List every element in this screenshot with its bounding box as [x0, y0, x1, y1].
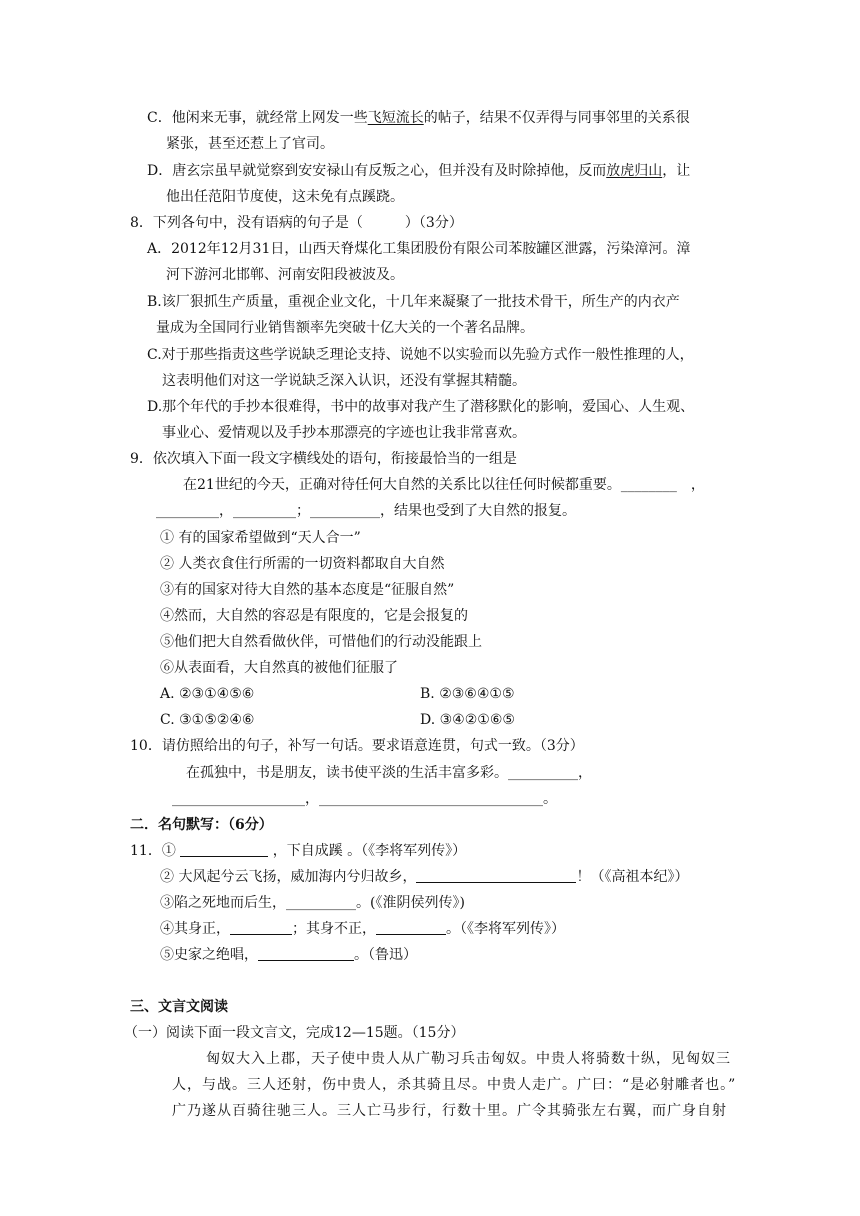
q11-line3: ③陷之死地而后生，__________。(《淮阴侯列传》)	[160, 895, 465, 911]
q8-option-b-line1: B.该厂狠抓生产质量，重视企业文化，十几年来凝聚了一批技术骨干，所生产的内衣产	[147, 294, 680, 310]
section-3-subtitle: （一）阅读下面一段文言文，完成12—15题。（15分）	[124, 1025, 465, 1041]
q7-option-d-line2: 他出任范阳节度使，这未免有点蹊跷。	[166, 189, 404, 205]
q10-stem: 10．请仿照给出的句子，补写一句话。要求语意连贯，句式一致。（3分）	[130, 738, 584, 754]
section-3-title: 三、文言文阅读	[130, 999, 228, 1015]
q9-item: ⑤他们把大自然看做伙伴，可惜他们的行动没能跟上	[160, 634, 482, 650]
q10-line1: 在孤独中，书是朋友，读书使平淡的生活丰富多彩。__________，	[186, 765, 592, 781]
q8-option-c-line2: 这表明他们对这一学说缺乏深入认识，还没有掌握其精髓。	[162, 373, 526, 389]
q10-line2: ___________________，________________________________。	[172, 791, 557, 807]
q8-option-d-line2: 事业心、爱情观以及手抄本那漂亮的字迹也让我非常喜欢。	[162, 425, 526, 441]
q9-option-c: C. ③①⑤②④⑥	[160, 712, 255, 728]
q8-stem: 8．下列各句中，没有语病的句子是（ ）（3分）	[130, 215, 463, 231]
q7-option-c-line1: C．他闲来无事，就经常上网发一些飞短流长的帖子，结果不仅弄得与同事邻里的关系很	[147, 110, 690, 126]
section-2-title: 二．名句默写：（6分）	[130, 817, 273, 833]
answer-blank	[258, 946, 354, 961]
q9-option-a: A. ②③①④⑤⑥	[160, 686, 255, 702]
q8-option-a-line2: 河下游河北邯郸、河南安阳段被波及。	[166, 267, 404, 283]
q9-passage-line2: _________，_________；__________，结果也受到了大自然的报复。	[156, 503, 576, 519]
answer-blank	[416, 868, 576, 883]
answer-blank	[230, 920, 292, 935]
q11-line1: 11．① ，下自成蹊 。（《李将军列传》）	[130, 843, 467, 859]
q9-stem: 9．依次填入下面一段文字横线处的语句，衔接最恰当的一组是	[130, 451, 517, 467]
q9-item: ④然而，大自然的容忍是有限度的，它是会报复的	[160, 608, 468, 624]
q9-option-d: D. ③④②①⑥⑤	[420, 712, 515, 728]
q11-line4: ④其身正， ；其身不正， 。（《李将军列传》）	[160, 921, 565, 937]
q11-line2: ② 大风起兮云飞扬，威加海内兮归故乡， ！（《高祖本纪》）	[160, 869, 689, 885]
q8-option-c-line1: C.对于那些指责这些学说缺乏理论支持、说她不以实验而以先验方式作一般性推理的人，	[147, 347, 694, 363]
q9-option-b: B. ②③⑥④①⑤	[420, 686, 515, 702]
classical-passage-line1: 匈奴大入上郡，天子使中贵人从广勒习兵击匈奴。中贵人将骑数十纵，见匈奴三	[206, 1051, 731, 1067]
q9-item: ⑥从表面看，大自然真的被他们征服了	[160, 660, 398, 676]
answer-blank	[180, 842, 268, 857]
q8-option-b-line2: 量成为全国同行业销售额率先突破十亿大关的一个著名品牌。	[156, 320, 534, 336]
q8-option-a-line1: A．2012年12月31日，山西天脊煤化工集团股份有限公司苯胺罐区泄露，污染漳河。漳	[147, 241, 691, 257]
q9-item: ① 有的国家希望做到“天人合一”	[160, 530, 361, 546]
q7-option-c-line2: 紧张，甚至还惹上了官司。	[166, 136, 334, 152]
q9-passage-line1: 在21世纪的今天，正确对待任何大自然的关系比以往任何时候都重要。________ ，	[183, 477, 705, 493]
classical-passage-line2: 人，与战。三人还射，伤中贵人，杀其骑且尽。中贵人走广。广曰：“是必射雕者也。”	[172, 1077, 737, 1093]
q9-item: ③有的国家对待大自然的基本态度是“征服自然”	[160, 582, 455, 598]
q7-option-d-line1: D．唐玄宗虽早就觉察到安安禄山有反叛之心，但并没有及时除掉他，反而放虎归山，让	[147, 163, 691, 179]
q9-item: ② 人类衣食住行所需的一切资料都取自大自然	[160, 556, 445, 572]
answer-blank	[376, 920, 446, 935]
q11-line5: ⑤史家之绝唱， 。（鲁迅）	[160, 947, 417, 963]
classical-passage-line3: 广乃遂从百骑往驰三人。三人亡马步行，行数十里。广令其骑张左右翼，而广身自射	[172, 1103, 727, 1119]
idiom-underlined-1: 飞短流长	[367, 110, 424, 126]
idiom-underlined-2: 放虎归山	[606, 163, 663, 179]
q8-option-d-line1: D.那个年代的手抄本很难得，书中的故事对我产生了潜移默化的影响，爱国心、人生观、	[147, 399, 695, 415]
